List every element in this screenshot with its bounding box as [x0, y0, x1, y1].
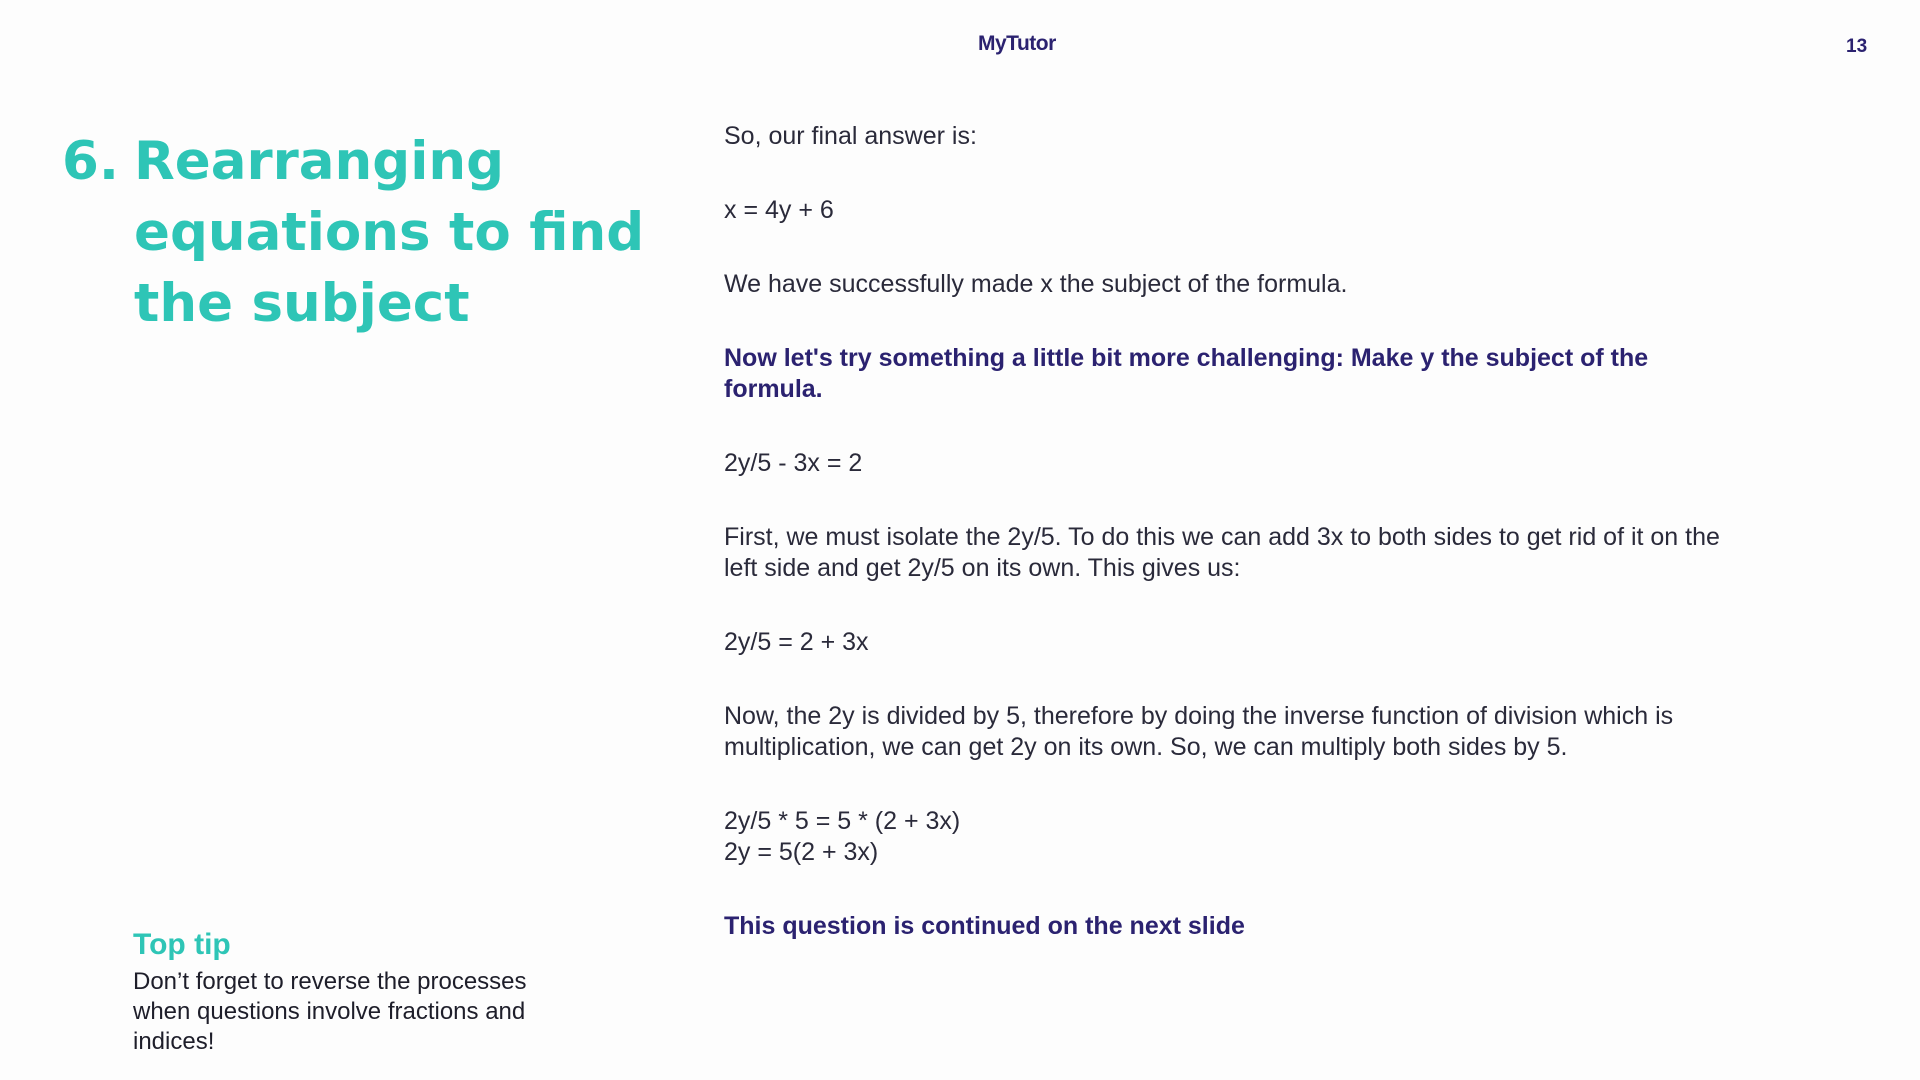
slide-title [62, 126, 662, 339]
challenge-equation: 2y/5 - 3x = 2 [724, 449, 863, 477]
step-multiply-equations [724, 806, 1744, 868]
multiply-equation-line-1: 2y/5 * 5 = 5 * (2 + 3x) [724, 807, 961, 835]
final-answer-equation: x = 4y + 6 [724, 196, 834, 224]
section-title: Rearranging equations to find the subject [134, 131, 645, 334]
challenge-prompt: Now let's try something a little bit more challenging: Make y the subject of the formula. [724, 344, 1649, 403]
page-number: 13 [1846, 36, 1868, 57]
continued-note: This question is continued on the next slide [724, 912, 1245, 940]
slide-content [724, 121, 1744, 985]
step-multiply-explanation: Now, the 2y is divided by 5, therefore by doing the inverse function of division which is multiplication, we can get 2y on its own. So, we can multiply both sides by 5. [724, 702, 1674, 761]
mytutor-logo: MyTutor [978, 32, 1056, 55]
top-tip-heading: Top tip [133, 928, 231, 961]
success-statement: We have successfully made x the subject of the formula. [724, 270, 1348, 298]
multiply-equation-line-2: 2y = 5(2 + 3x) [724, 838, 879, 866]
step-isolate-explanation: First, we must isolate the 2y/5. To do this we can add 3x to both sides to get rid of it on the left side and get 2y/5 on its own. This gives us: [724, 523, 1720, 582]
final-answer-intro: So, our final answer is: [724, 122, 977, 150]
top-tip [133, 927, 573, 1057]
top-tip-body: Don’t forget to reverse the processes when questions involve fractions and indices! [133, 968, 527, 1055]
section-number: 6. [62, 131, 120, 192]
step-isolate-equation: 2y/5 = 2 + 3x [724, 628, 869, 656]
